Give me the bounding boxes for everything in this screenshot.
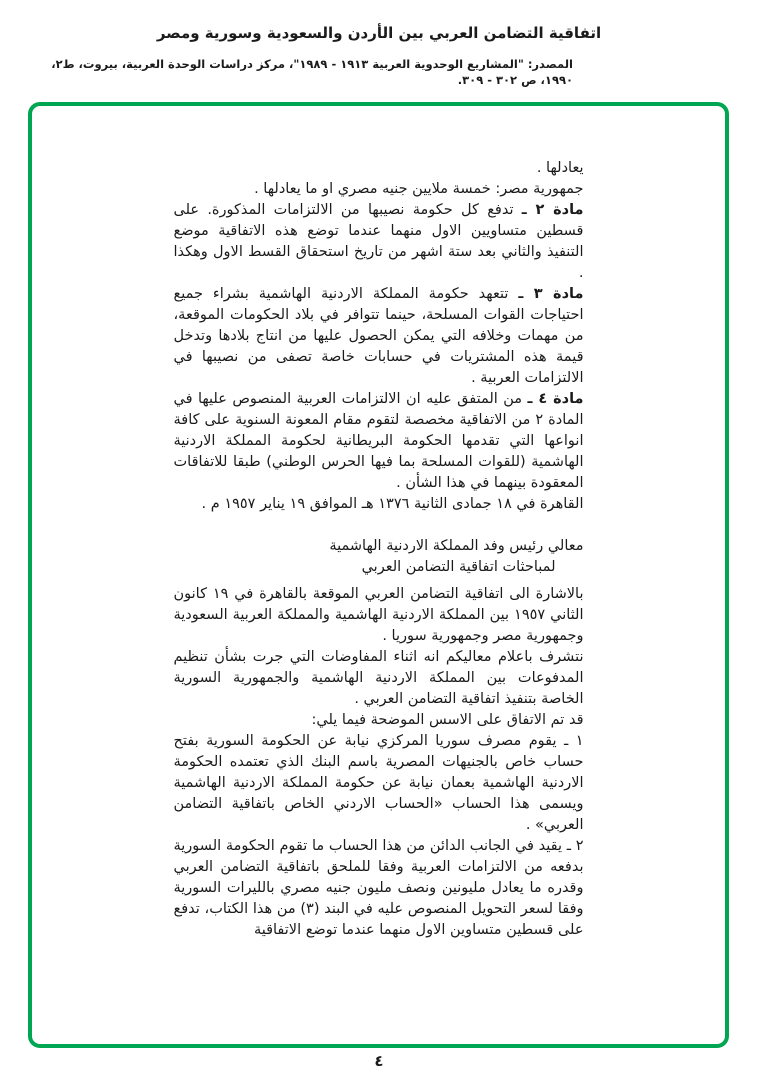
paragraph-text: القاهرة في ١٨ جمادى الثانية ١٣٧٦ هـ الموافق ١٩ يناير ١٩٥٧ م .	[201, 496, 584, 512]
article-3-heading: مادة ٣ ـ	[518, 286, 584, 302]
addressee-subline	[174, 557, 584, 578]
paragraph-reference	[174, 584, 584, 647]
paragraph-agreement-intro	[174, 710, 584, 731]
paragraph-text: بالاشارة الى اتفاقية التضامن العربي الموقعة بالقاهرة في ١٩ كانون الثاني ١٩٥٧ بين المملكة الاردنية الهاشمية والمملكة العربية السعودية وجمهورية مصر وجمهورية سوريا .	[173, 586, 584, 644]
addressee-line	[174, 536, 584, 557]
paragraph-text: تتعهد حكومة المملكة الاردنية الهاشمية بشراء جميع احتياجات القوات المسلحة، حينما تتوافر في بلاد الحكومات الموقعة، من مهمات وخلافه التي يمكن الحصول عليها من انتاج بلادها وتدخل قيمة هذه المشتريات في حسابات خاصة تصفى من نصيبها في الالتزامات العربية .	[173, 286, 584, 386]
article-4-heading: مادة ٤ ـ	[527, 391, 584, 407]
paragraph-text: لمباحثات اتفاقية التضامن العربي	[361, 559, 556, 575]
paragraph-text: نتشرف باعلام معاليكم انه اثناء المفاوضات التي جرت بشأن تنظيم المدفوعات بين المملكة الاردنية الهاشمية والجمهورية السورية الخاصة بتنفيذ اتفاقية التضامن العربي .	[173, 649, 584, 707]
document-body	[174, 106, 584, 941]
paragraph-item-1	[174, 731, 584, 836]
page-title: اتفاقية التضامن العربي بين الأردن والسعودية وسورية ومصر	[156, 24, 602, 42]
paragraph-text: جمهورية مصر: خمسة ملايين جنيه مصري او ما يعادلها .	[254, 181, 584, 197]
paragraph	[174, 179, 584, 200]
paragraph-article-2	[174, 200, 584, 284]
paragraph-item-2	[174, 836, 584, 941]
article-2-heading: مادة ٢ ـ	[521, 202, 584, 218]
paragraph-text: قد تم الاتفاق على الاسس الموضحة فيما يلي:	[311, 712, 584, 728]
paragraph-dateline	[174, 494, 584, 515]
paragraph-text: ١ ـ يقوم مصرف سوريا المركزي نيابة عن الحكومة السورية بفتح حساب خاص بالجنيهات المصرية باسم البنك الذي تعتمده الحكومة الاردنية الهاشمية بعمان نيابة عن حكومة المملكة الاردنية الهاشمية ويسمى هذا الحساب «الحساب الاردني الخاص باتفاقية التضامن العربي» .	[173, 733, 584, 833]
paragraph-article-4	[174, 389, 584, 494]
paragraph-text: يعادلها .	[536, 160, 584, 176]
paragraph-text: معالي رئيس وفد المملكة الاردنية الهاشمية	[329, 538, 584, 554]
paragraph	[174, 158, 584, 179]
paragraph-text: تدفع كل حكومة نصيبها من الالتزامات المذكورة. على قسطين متساويين الاول منهما عندما توضع هذه الاتفاقية موضع التنفيذ والثاني بعد ستة اشهر من تاريخ استحقاق القسط الاول وهكذا .	[173, 202, 584, 281]
source-citation: المصدر: "المشاريع الوحدوية العربية ١٩١٣ - ١٩٨٩"، مركز دراسات الوحدة العربية، بيروت، ط٢، ١٩٩٠، ص ٣٠٢ - ٣٠٩.	[51, 57, 573, 87]
green-border-frame	[28, 102, 729, 1048]
paragraph-text: من المتفق عليه ان الالتزامات العربية المنصوص عليها في المادة ٢ من الاتفاقية مخصصة لتقوم مقام المعونة السنوية على كافة انواعها التي تقدمها الحكومة البريطانية لحكومة المملكة الاردنية الهاشمية (للقوات المسلحة بما فيها الحرس الوطني) طبقا للاتفاقات المعقودة بينهما في هذا الشأن .	[173, 391, 584, 491]
paragraph-article-3	[174, 284, 584, 389]
paragraph	[174, 647, 584, 710]
page-number: ٤	[374, 1052, 384, 1070]
paragraph-text: ٢ ـ يقيد في الجانب الدائن من هذا الحساب ما تقوم الحكومة السورية بدفعه من الالتزامات العربية وفقا للملحق باتفاقية التضامن العربي وقدره ما يعادل مليونين ونصف مليون جنيه مصري بالليرات السورية وفقا لسعر التحويل المنصوص عليه في البند (٣) من هذا الكتاب، تدفع على قسطين متساوين الاول منهما عندما توضع الاتفاقية	[173, 838, 584, 938]
